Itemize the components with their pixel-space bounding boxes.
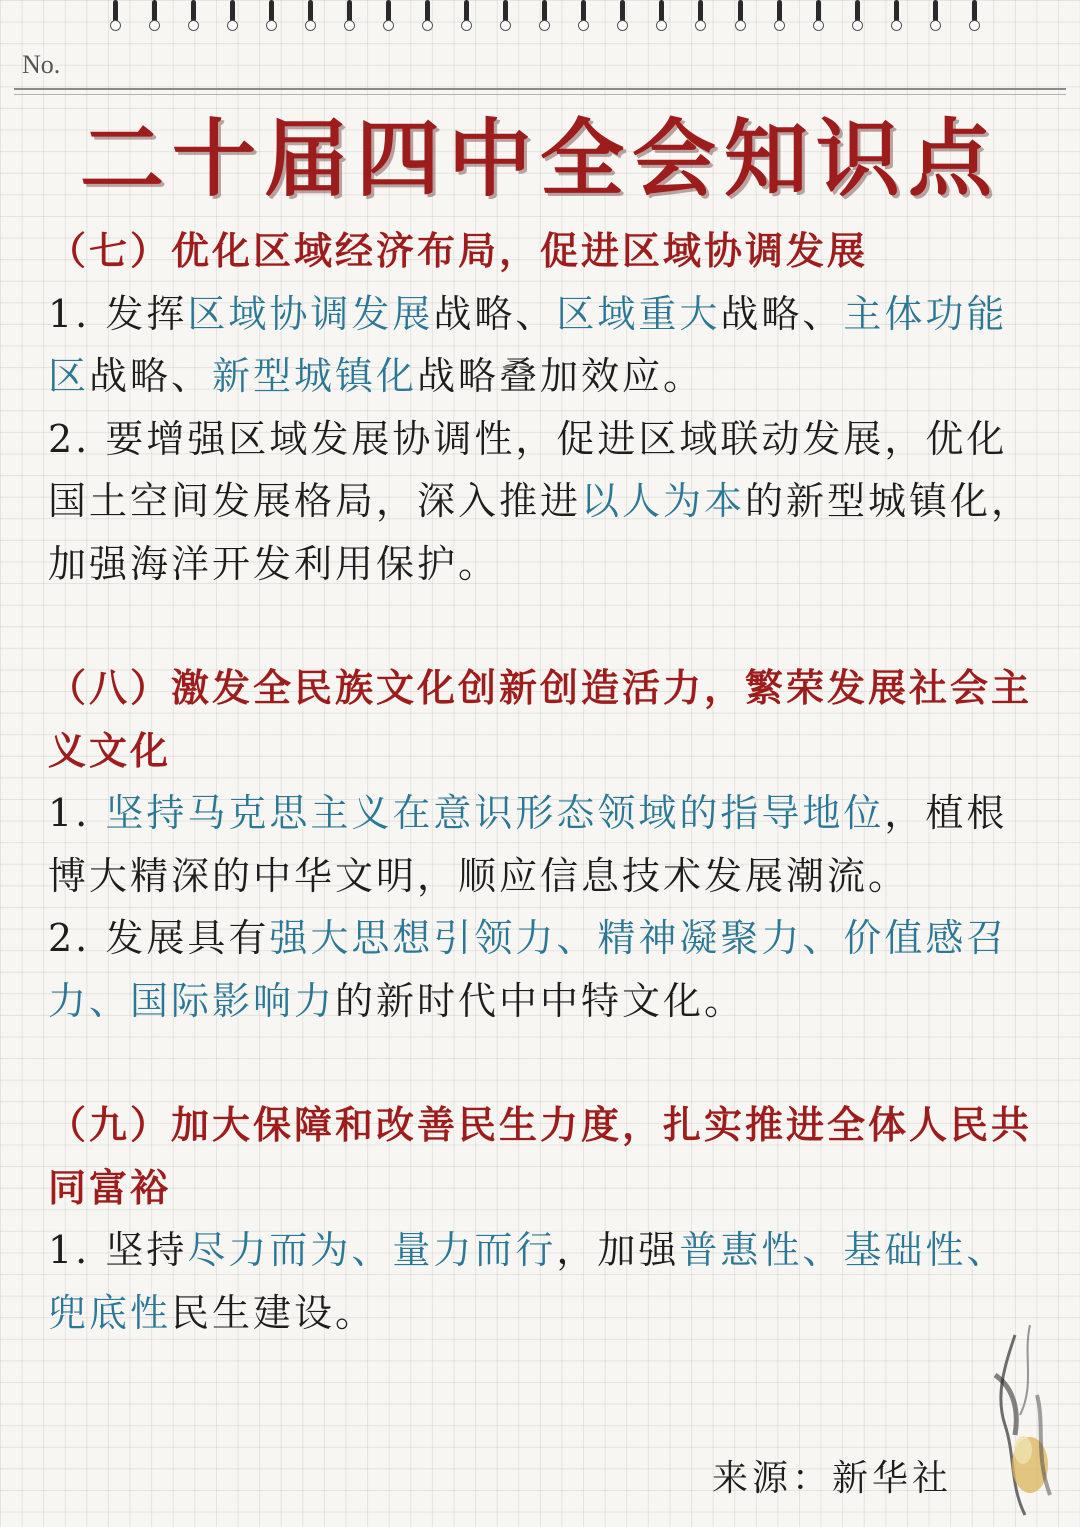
body-text: 2. 发展具有 (48, 916, 270, 960)
list-item (48, 782, 1048, 907)
body-text: 2. 要增强区域发展协调性，促进区域联动发展，优化国土空间发展格局，深入推进 (48, 416, 1008, 523)
highlighted-term: 主体功能区 (48, 291, 1008, 398)
highlighted-term: 以人为本 (581, 479, 746, 523)
section-spacer (48, 595, 1048, 657)
list-item (48, 283, 1048, 408)
highlighted-term: 尽力而为、量力而行 (187, 1228, 557, 1272)
binder-ring (735, 0, 746, 32)
binder-ring (656, 0, 667, 32)
binder-ring (461, 0, 472, 32)
binder-ring (500, 0, 511, 32)
body-text: 战略、 (433, 291, 557, 336)
section-heading: （七）优化区域经济布局，促进区域协调发展 (48, 228, 869, 273)
binder-ring (188, 0, 199, 32)
binder-ring (695, 0, 706, 32)
highlighted-term: 普惠性、基础性、兜底性 (48, 1228, 1008, 1335)
page-title: 二十届四中全会知识点 (79, 110, 1000, 208)
binder-ring (774, 0, 785, 32)
body-text: 的新型城镇化，加强海洋开发利用保护。 (48, 479, 1033, 586)
body-text: 的新时代中中特文化。 (335, 978, 746, 1023)
binder-ring (344, 0, 355, 32)
list-item (48, 907, 1048, 1032)
binder-ring (969, 0, 980, 32)
header-rule (14, 88, 1066, 90)
binder-ring (891, 0, 902, 32)
section-heading: （八）激发全民族文化创新创造活力，繁荣发展社会主义文化 (48, 665, 1033, 773)
binder-ring (383, 0, 394, 32)
body-text: 民生建设。 (171, 1290, 377, 1335)
binder-ring (305, 0, 316, 32)
binder-ring (578, 0, 589, 32)
binder-ring (110, 0, 121, 32)
highlighted-term: 区域协调发展 (187, 291, 434, 336)
binder-ring (617, 0, 628, 32)
binder-ring (149, 0, 160, 32)
source-credit: 来源：新华社 (711, 1458, 952, 1499)
body-text: 战略叠加效应。 (417, 354, 705, 398)
ink-splash-decoration (975, 1315, 1070, 1525)
binder-ring (539, 0, 550, 32)
binder-ring (227, 0, 238, 32)
binder-ring (813, 0, 824, 32)
section-heading: （九）加大保障和改善民生力度，扎实推进全体人民共同富裕 (48, 1102, 1033, 1210)
page-number-label: No. (22, 50, 61, 79)
body-text: 战略、 (720, 291, 844, 336)
highlighted-term: 坚持马克思主义在意识形态领域的指导地位 (105, 791, 885, 835)
section-spacer (48, 1032, 1048, 1094)
list-item (48, 408, 1048, 596)
body-text: 1. (48, 791, 106, 835)
body-text: ，植根博大精深的中华文明，顺应信息技术发展潮流。 (48, 791, 1008, 898)
highlighted-term: 新型城镇化 (212, 354, 418, 398)
body-text: ，加强 (556, 1228, 680, 1272)
binder-ring (852, 0, 863, 32)
binder-ring (930, 0, 941, 32)
list-item (48, 1219, 1048, 1344)
highlighted-term: 区域重大 (556, 291, 721, 336)
content-body (48, 220, 1048, 1344)
binder-ring (266, 0, 277, 32)
body-text: 战略、 (89, 354, 213, 398)
header-rule-thin (14, 94, 1066, 95)
body-text: 1. 坚持 (48, 1228, 188, 1272)
body-text: 1. 发挥 (48, 291, 188, 336)
binder-ring (422, 0, 433, 32)
highlighted-term: 强大思想引领力、精神凝聚力、价值感召力、国际影响力 (48, 916, 1008, 1023)
notebook-rings (110, 0, 980, 36)
